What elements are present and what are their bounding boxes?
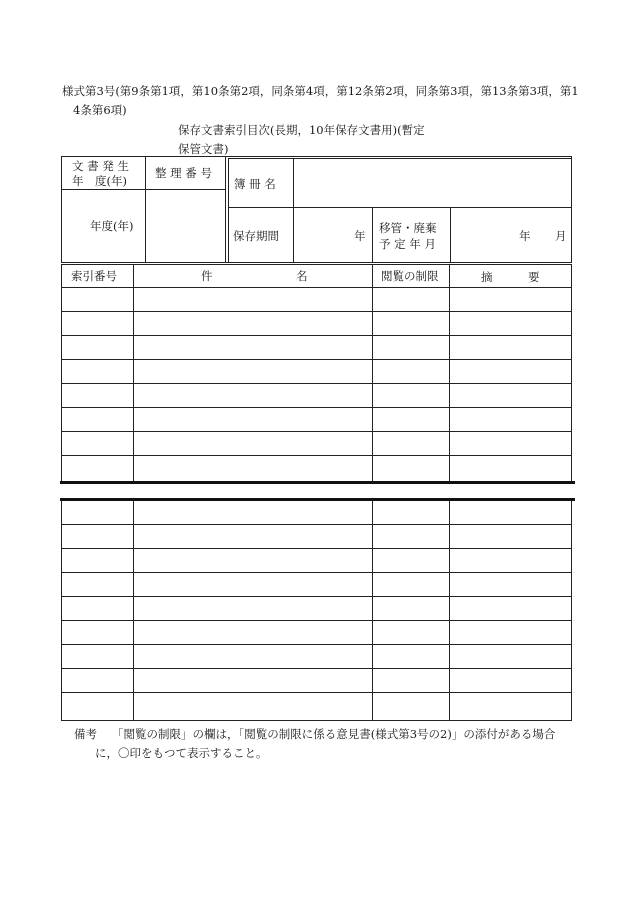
cell-title[interactable] [133,645,373,669]
cell-index[interactable] [61,621,134,645]
cell-restriction[interactable] [372,597,450,621]
cell-title[interactable] [133,384,373,408]
cell-index[interactable] [61,432,134,456]
table-row[interactable] [61,597,572,621]
cell-summary[interactable] [449,597,572,621]
cell-title[interactable] [133,432,373,456]
table-row[interactable] [61,336,572,360]
cell-index[interactable] [61,501,134,525]
serial-label-cell [145,156,226,190]
cell-title[interactable] [133,549,373,573]
cell-summary[interactable] [449,456,572,482]
cell-index[interactable] [61,360,134,384]
serial-label: 整 理 番 号 [155,166,212,180]
cell-title[interactable] [133,525,373,549]
cell-title[interactable] [133,360,373,384]
form-reference-line2: 4条第6項) [73,103,127,117]
serial-value-cell[interactable] [145,189,226,263]
retention-label-cell [228,207,294,263]
cell-summary[interactable] [449,693,572,721]
table-row[interactable] [61,312,572,336]
note-line2: に，〇印をもつて表示すること。 [95,746,268,760]
year-label-line1: 文 書 発 生 [72,159,129,173]
cell-title[interactable] [133,501,373,525]
year-label-cell [61,156,146,190]
col-header-summary-char1: 摘 [481,270,493,284]
cell-index[interactable] [61,456,134,482]
transfer-value-cell[interactable] [450,207,572,263]
table-row[interactable] [61,573,572,597]
col-header-index-label: 索引番号 [71,269,117,283]
retention-unit: 年 [354,229,366,243]
cell-title[interactable] [133,693,373,721]
col-header-summary-char2: 要 [528,270,540,284]
note-label: 備考 [74,727,97,741]
cell-title[interactable] [133,336,373,360]
cell-restriction[interactable] [372,621,450,645]
cell-restriction[interactable] [372,669,450,693]
cell-index[interactable] [61,693,134,721]
page-title-line2: 保管文書) [178,142,229,156]
cell-index[interactable] [61,549,134,573]
transfer-label-line1: 移管・廃棄 [379,221,437,235]
cell-summary[interactable] [449,669,572,693]
cell-summary[interactable] [449,408,572,432]
table-row[interactable] [61,669,572,693]
cell-title[interactable] [133,597,373,621]
table-header-row [61,264,572,288]
table-row[interactable] [61,621,572,645]
cell-summary[interactable] [449,432,572,456]
cell-restriction[interactable] [372,525,450,549]
section-break-top [60,481,575,484]
cell-index[interactable] [61,408,134,432]
cell-index[interactable] [61,669,134,693]
cell-title[interactable] [133,288,373,312]
table-row[interactable] [61,408,572,432]
table-row[interactable] [61,501,572,525]
table-row[interactable] [61,645,572,669]
cell-index[interactable] [61,312,134,336]
cell-restriction[interactable] [372,693,450,721]
col-header-restriction [372,264,450,288]
cell-summary[interactable] [449,360,572,384]
col-header-summary [449,264,572,288]
year-value-cell[interactable] [61,189,146,263]
transfer-label-cell [372,207,451,263]
retention-label: 保存期間 [233,229,279,243]
cell-title[interactable] [133,669,373,693]
cell-restriction[interactable] [372,645,450,669]
table-row[interactable] [61,525,572,549]
cell-index[interactable] [61,336,134,360]
cell-summary[interactable] [449,573,572,597]
cell-index[interactable] [61,573,134,597]
cell-index[interactable] [61,597,134,621]
cell-title[interactable] [133,621,373,645]
page-title-line1: 保存文書索引目次(長期，10年保存文書用)(暫定 [178,123,425,137]
table-row[interactable] [61,456,572,482]
cell-summary[interactable] [449,549,572,573]
cell-restriction[interactable] [372,312,450,336]
cell-title[interactable] [133,573,373,597]
form-reference-line1: 様式第3号(第9条第1項，第10条第2項，同条第4項，第12条第2項，同条第3項，第13条第3項，第1 [62,84,579,98]
cell-restriction[interactable] [372,336,450,360]
cell-restriction[interactable] [372,456,450,482]
table-row[interactable] [61,288,572,312]
note-line1: 「閲覧の制限」の欄は，「閲覧の制限に係る意見書(様式第3号の2)」の添付がある場合 [112,727,556,741]
cell-summary[interactable] [449,312,572,336]
table-row[interactable] [61,693,572,721]
table-row[interactable] [61,432,572,456]
cell-summary[interactable] [449,288,572,312]
cell-index[interactable] [61,645,134,669]
cell-summary[interactable] [449,501,572,525]
cell-index[interactable] [61,525,134,549]
col-header-title [133,264,373,288]
col-header-index [61,264,134,288]
table-row[interactable] [61,549,572,573]
cell-summary[interactable] [449,621,572,645]
cell-title[interactable] [133,312,373,336]
ledger-value-cell[interactable] [293,158,572,208]
cell-title[interactable] [133,408,373,432]
cell-index[interactable] [61,384,134,408]
cell-summary[interactable] [449,384,572,408]
cell-restriction[interactable] [372,573,450,597]
transfer-label-line2: 予 定 年 月 [379,237,436,251]
cell-summary[interactable] [449,525,572,549]
cell-restriction[interactable] [372,432,450,456]
cell-restriction[interactable] [372,501,450,525]
cell-summary[interactable] [449,645,572,669]
ledger-label: 簿 冊 名 [234,177,276,191]
cell-restriction[interactable] [372,549,450,573]
table-row[interactable] [61,384,572,408]
cell-restriction[interactable] [372,288,450,312]
cell-title[interactable] [133,456,373,482]
transfer-month-unit: 月 [555,229,567,243]
cell-restriction[interactable] [372,360,450,384]
cell-restriction[interactable] [372,384,450,408]
table-row[interactable] [61,360,572,384]
year-value-label: 年度(年) [90,219,134,233]
transfer-year-unit: 年 [519,229,531,243]
ledger-label-cell [228,158,294,208]
cell-restriction[interactable] [372,408,450,432]
retention-value-cell[interactable] [293,207,373,263]
col-header-title-char2: 名 [296,269,308,283]
col-header-restriction-label: 閲覧の制限 [381,269,439,283]
year-label-line2: 年 度(年) [72,174,127,188]
cell-summary[interactable] [449,336,572,360]
col-header-title-char1: 件 [201,269,213,283]
cell-index[interactable] [61,288,134,312]
